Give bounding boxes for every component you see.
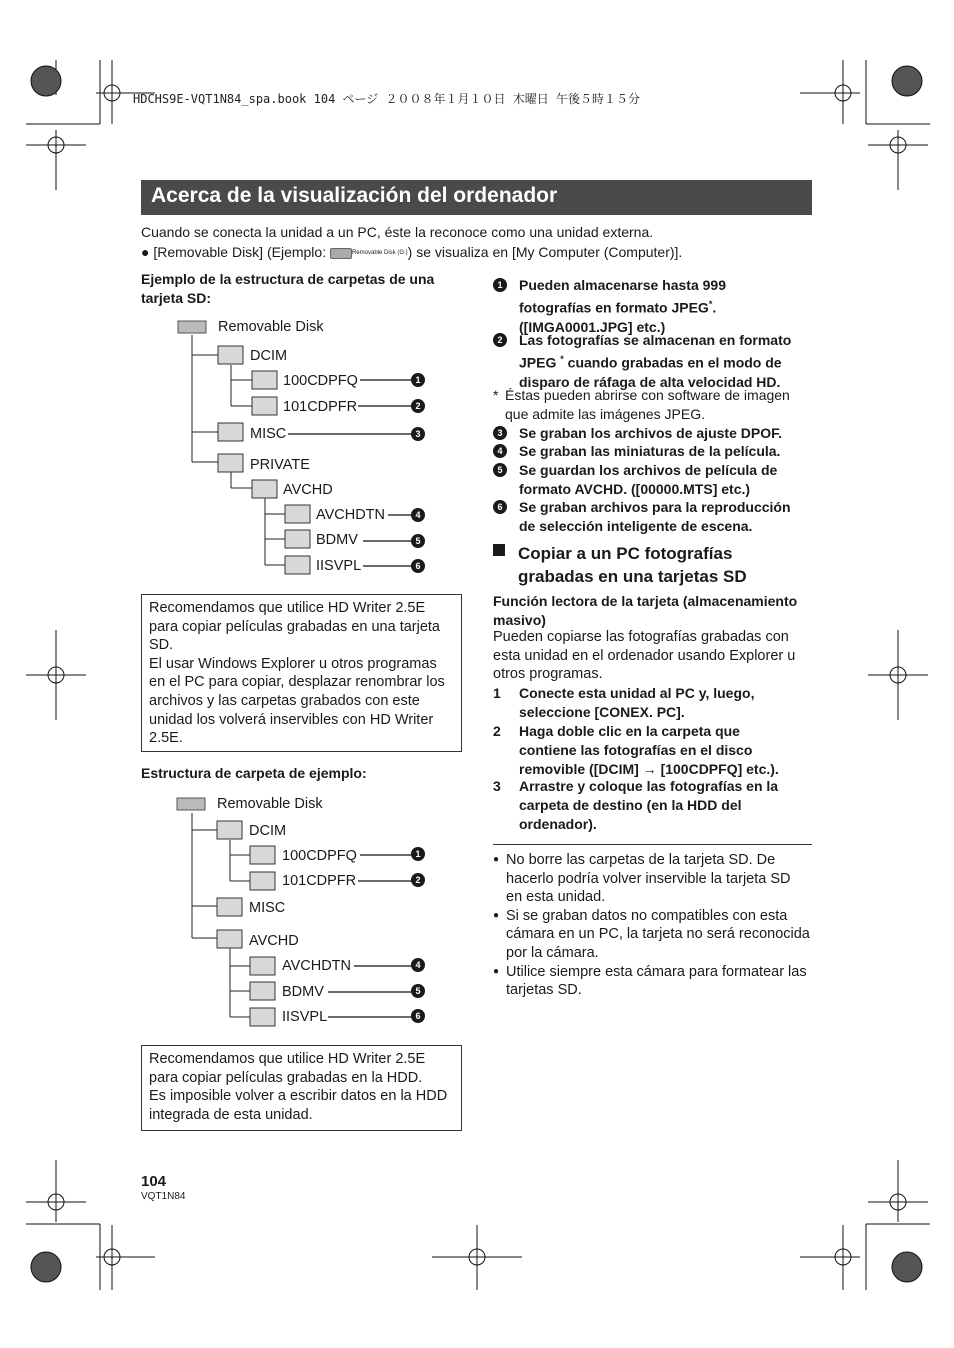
bullet-line: en esta unidad. (506, 889, 606, 906)
bullet-icon: ● (493, 854, 500, 865)
copy-step-3 (493, 777, 813, 834)
bullet-icon: ● (493, 965, 500, 977)
hdd-tree-misc: MISC (249, 900, 286, 916)
sd-marker-5: 5 (411, 534, 425, 548)
hdd-tree-avchd: AVCHD (249, 933, 299, 949)
hdd-marker-6: 6 (411, 1009, 425, 1023)
hdd-tree-bdmv: BDMV (282, 984, 324, 1000)
bullet-list (493, 851, 813, 1000)
bullet-line: No borre las carpetas de la tarjeta SD. De (506, 852, 776, 868)
hdd-tree-dcim: DCIM (249, 823, 287, 839)
page-number: 104 (141, 1173, 167, 1190)
hdd-tree-root: Removable Disk (217, 796, 323, 812)
sd-tree-lines (170, 310, 440, 580)
hdd-note-line: Es imposible volver a escribir datos en la HDD (149, 1088, 448, 1105)
print-header: HDCHS9E-VQT1N84_spa.book 104 ページ ２００８年１月１０日 木曜日 午後５時１５分 (133, 92, 640, 106)
sd-note-line: en el PC para copiar, desplazar renombrar los (149, 674, 445, 691)
sd-marker-4: 4 (411, 508, 425, 522)
step-number: 1 (493, 685, 501, 701)
desc-3 (493, 424, 813, 443)
desc-marker-4: 4 (493, 444, 507, 458)
desc-6 (493, 498, 813, 536)
asterisk-mark: * (560, 354, 564, 364)
bullet-item (493, 963, 813, 1000)
copy-heading-line2: grabadas en una tarjetas SD (518, 567, 747, 586)
desc-4 (493, 442, 813, 461)
desc-5-line: Se guardan los archivos de película de (519, 462, 778, 478)
sd-note-line: SD. (149, 637, 174, 654)
step-line: removible ([DCIM] → [100CDPFQ] etc.). (519, 761, 779, 777)
asterisk-note (493, 386, 813, 424)
hdd-marker-1: 1 (411, 847, 425, 861)
desc-4-line: Se graban las miniaturas de la película. (519, 443, 781, 459)
copy-step-2 (493, 722, 813, 779)
sd-marker-6: 6 (411, 559, 425, 573)
desc-marker-3: 3 (493, 426, 507, 440)
desc-marker-5: 5 (493, 463, 507, 477)
page-title: Acerca de la visualización del ordenador (151, 184, 558, 207)
desc-2-text: cuando grabadas en el modo de (567, 354, 782, 371)
desc-2-line: disparo de ráfaga de alta velocidad HD. (519, 373, 781, 390)
intro-line-2 (141, 243, 682, 263)
sd-example-heading-line1: Ejemplo de la estructura de carpetas de una (141, 271, 435, 287)
bullet-line: hacerlo podría volver inservible la tarjeta SD (506, 870, 791, 887)
desc-2-line (519, 350, 813, 373)
hdd-note-line: integrada de esta unidad. (149, 1106, 313, 1123)
desc-1-line: Pueden almacenarse hasta 999 (519, 277, 727, 293)
desc-marker-6: 6 (493, 500, 507, 514)
sd-note-box (141, 594, 462, 752)
intro-icon-label: Removable Disk (G:) (351, 249, 408, 256)
hdd-marker-4: 4 (411, 958, 425, 972)
step-line: ordenador). (519, 816, 597, 832)
desc-2-text: JPEG (519, 354, 557, 371)
step-line: contiene las fotografías en el disco (519, 742, 753, 758)
intro-line-2-post: ) se visualiza en [My Computer (Computer)]. (407, 244, 683, 260)
bullet-line: por la cámara. (506, 944, 599, 961)
hdd-example-heading: Estructura de carpeta de ejemplo: (141, 765, 367, 781)
hdd-marker-5: 5 (411, 984, 425, 998)
step-number: 2 (493, 723, 501, 739)
sd-note-line: archivos y las carpetas grabados con este (149, 692, 420, 709)
copy-body-line: Pueden copiarse las fotografías grabadas con (493, 629, 789, 645)
copy-step-1 (493, 684, 813, 722)
sd-marker-2: 2 (411, 399, 425, 413)
copy-subheading-line1: Función lectora de la tarjeta (almacenamiento (493, 593, 798, 609)
sd-tree-misc: MISC (250, 426, 287, 442)
sd-tree-iisvpl: IISVPL (316, 558, 362, 574)
copy-body-line: esta unidad en el ordenador usando Explorer u (493, 647, 796, 664)
desc-marker-1: 1 (493, 278, 507, 292)
copy-section-heading (518, 542, 747, 588)
intro-line-1: Cuando se conecta la unidad a un PC, éste la reconoce como una unidad externa. (141, 224, 654, 240)
hdd-tree-100cdpfq: 100CDPFQ (282, 848, 357, 864)
copy-heading-line1: Copiar a un PC fotografías (518, 544, 733, 563)
sd-tree-bdmv: BDMV (316, 532, 358, 548)
desc-1-line: ([IMGA0001.JPG] etc.) (519, 318, 666, 335)
bullet-line: cámara en un PC, la tarjeta no será reconocida (506, 926, 810, 943)
sd-example-heading-line2: tarjeta SD: (141, 290, 212, 306)
sd-tree-root: Removable Disk (218, 319, 324, 335)
asterisk-note-line: Éstas pueden abrirse con software de imagen (505, 387, 790, 403)
step-line: seleccione [CONEX. PC]. (519, 704, 685, 720)
desc-1 (493, 276, 813, 337)
page-title-bar (141, 180, 812, 215)
bullet-line: Si se graban datos no compatibles con esta (506, 907, 788, 924)
sd-marker-3: 3 (411, 427, 425, 441)
sd-note-line: 2.5E. (149, 730, 183, 747)
intro-line-2-pre: [Removable Disk] (Ejemplo: (153, 244, 327, 260)
sd-note-line: para copiar películas grabadas en una tarjeta (149, 618, 440, 635)
hdd-note-line: para copiar películas grabadas en la HDD. (149, 1069, 423, 1086)
bullet-icon: ● (493, 909, 500, 921)
desc-6-line: Se graban archivos para la reproducción (519, 499, 791, 515)
desc-3-line: Se graban los archivos de ajuste DPOF. (519, 425, 782, 441)
sd-tree-avchdtn: AVCHDTN (316, 507, 386, 523)
removable-disk-icon (330, 248, 352, 259)
desc-5-line: formato AVCHD. ([00000.MTS] etc.) (519, 481, 751, 497)
section-square-icon (493, 544, 505, 556)
copy-subheading (493, 592, 797, 630)
step-line: Haga doble clic en la carpeta que (519, 723, 740, 739)
model-code: VQT1N84 (141, 1191, 186, 1202)
hdd-note-box (141, 1045, 462, 1131)
copy-body (493, 628, 795, 684)
desc-marker-2: 2 (493, 333, 507, 347)
sd-tree-100cdpfq: 100CDPFQ (283, 373, 358, 389)
sd-note-line: Recomendamos que utilice HD Writer 2.5E (149, 600, 426, 616)
hdd-tree-lines (170, 788, 440, 1038)
asterisk-mark: * (708, 299, 713, 309)
bullet-item (493, 907, 813, 963)
desc-6-line: de selección inteligente de escena. (519, 518, 753, 534)
sd-note-line: unidad los volverá inservibles con HD Writer (149, 711, 434, 728)
bullet-line: tarjetas SD. (506, 982, 582, 999)
desc-2-line: Las fotografías se almacenan en formato (519, 332, 792, 348)
sd-tree-101cdpfr: 101CDPFR (283, 399, 358, 415)
hdd-tree-avchdtn: AVCHDTN (282, 958, 352, 974)
bullet-line: Utilice siempre esta cámara para formatear las (506, 963, 807, 980)
copy-subheading-line2: masivo) (493, 612, 546, 628)
sd-marker-1: 1 (411, 373, 425, 387)
copy-body-line: otros programas. (493, 666, 603, 683)
asterisk-symbol: * (493, 387, 499, 403)
step-number: 3 (493, 778, 501, 794)
sd-tree-private: PRIVATE (250, 457, 310, 473)
hdd-note-line: Recomendamos que utilice HD Writer 2.5E (149, 1051, 426, 1067)
step-line: Arrastre y coloque las fotografías en la (519, 778, 779, 794)
divider (493, 844, 812, 845)
asterisk-note-line: que admite las imágenes JPEG. (505, 406, 705, 422)
sd-tree-dcim: DCIM (250, 348, 288, 364)
sd-note-line: El usar Windows Explorer u otros programas (149, 655, 437, 672)
hdd-tree-101cdpfr: 101CDPFR (282, 873, 357, 889)
bullet-item (493, 851, 813, 907)
hdd-tree-iisvpl: IISVPL (282, 1009, 328, 1025)
bullet-icon: ● (141, 244, 150, 260)
sd-example-heading (141, 270, 434, 308)
desc-2 (493, 331, 813, 392)
desc-1-line: fotografías en formato JPEG*. (519, 299, 717, 316)
step-line: carpeta de destino (en la HDD del (519, 797, 742, 813)
sd-tree-avchd: AVCHD (283, 482, 333, 498)
hdd-marker-2: 2 (411, 873, 425, 887)
step-line: Conecte esta unidad al PC y, luego, (519, 685, 755, 701)
desc-5 (493, 461, 813, 499)
desc-1-text: fotografías en formato JPEG (519, 299, 709, 316)
